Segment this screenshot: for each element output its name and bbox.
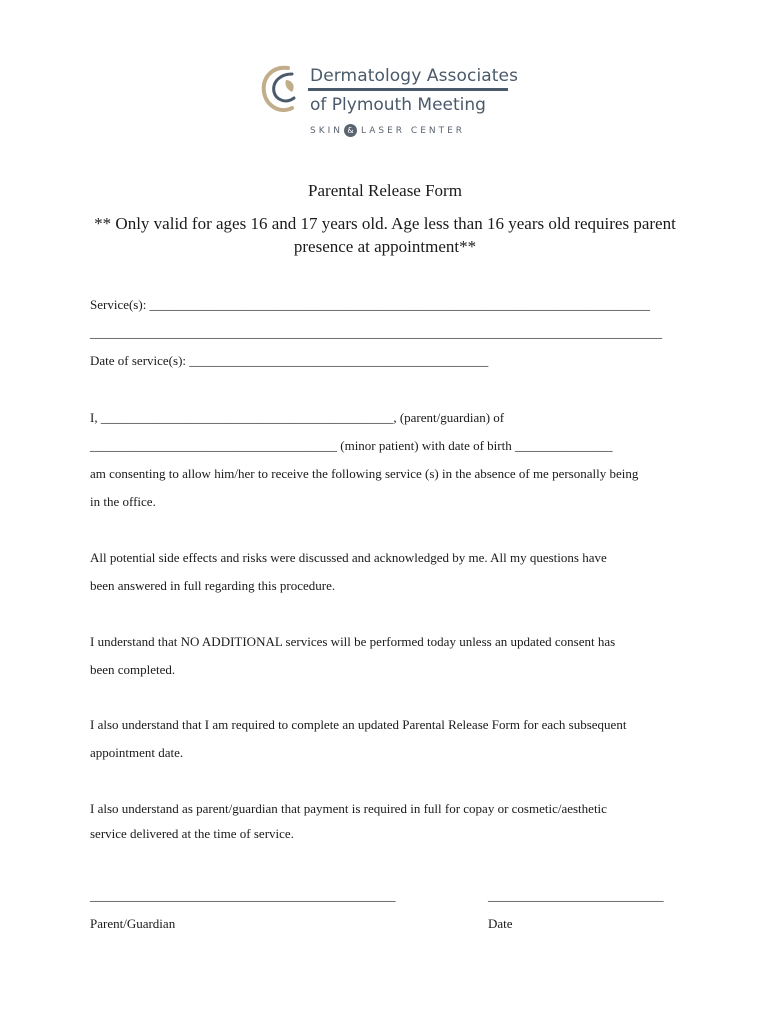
minor-patient-field[interactable]: ______________________________________ (minor patient) with date of birth _______________ bbox=[90, 438, 613, 453]
guardian-name-field[interactable]: I, _____________________________________________, (parent/guardian) of bbox=[90, 410, 505, 425]
tagline-left: SKIN bbox=[310, 125, 344, 136]
age-notice: ** Only valid for ages 16 and 17 years old. Age less than 16 years old requires parent presence at appointment** bbox=[94, 214, 676, 256]
ampersand-badge: & bbox=[344, 124, 357, 137]
consent-text-1: am consenting to allow him/her to receive the following service (s) in the absence of me personally being bbox=[90, 466, 639, 481]
logo-rule bbox=[308, 88, 508, 91]
additional-services-text-1: I understand that NO ADDITIONAL services will be performed today unless an updated consent has bbox=[90, 634, 616, 649]
risks-text-2: been answered in full regarding this procedure. bbox=[90, 578, 336, 593]
updated-form-text-2: appointment date. bbox=[90, 745, 184, 760]
logo-line-2: of Plymouth Meeting bbox=[310, 95, 486, 115]
payment-text-1: I also understand as parent/guardian that payment is required in full for copay or cosmetic/aesthetic bbox=[90, 801, 607, 816]
consent-text-2: in the office. bbox=[90, 494, 156, 509]
updated-form-text-1: I also understand that I am required to complete an updated Parental Release Form for each subsequent bbox=[90, 717, 627, 732]
services-field[interactable]: Service(s): _____________________________________________________________________________ bbox=[90, 297, 651, 312]
date-of-service-field[interactable]: Date of service(s): ______________________________________________ bbox=[90, 353, 489, 368]
leaf-swirl-icon bbox=[258, 62, 304, 116]
signature-date-label: Date bbox=[488, 916, 513, 931]
clinic-logo bbox=[258, 60, 518, 144]
risks-text-1: All potential side effects and risks were discussed and acknowledged by me. All my questions have bbox=[90, 550, 607, 565]
payment-text-2: service delivered at the time of service. bbox=[90, 826, 294, 841]
tagline-right: LASER CENTER bbox=[361, 125, 466, 136]
services-field-continued[interactable]: ________________________________________________________________________________________ bbox=[90, 325, 662, 340]
guardian-signature-label: Parent/Guardian bbox=[90, 916, 176, 931]
signature-date-field[interactable]: ___________________________ bbox=[488, 888, 664, 903]
form-title: Parental Release Form bbox=[308, 181, 462, 200]
logo-tagline bbox=[310, 124, 465, 137]
guardian-signature-field[interactable]: _______________________________________________ bbox=[90, 888, 396, 903]
additional-services-text-2: been completed. bbox=[90, 662, 176, 677]
logo-line-1: Dermatology Associates bbox=[310, 66, 519, 86]
